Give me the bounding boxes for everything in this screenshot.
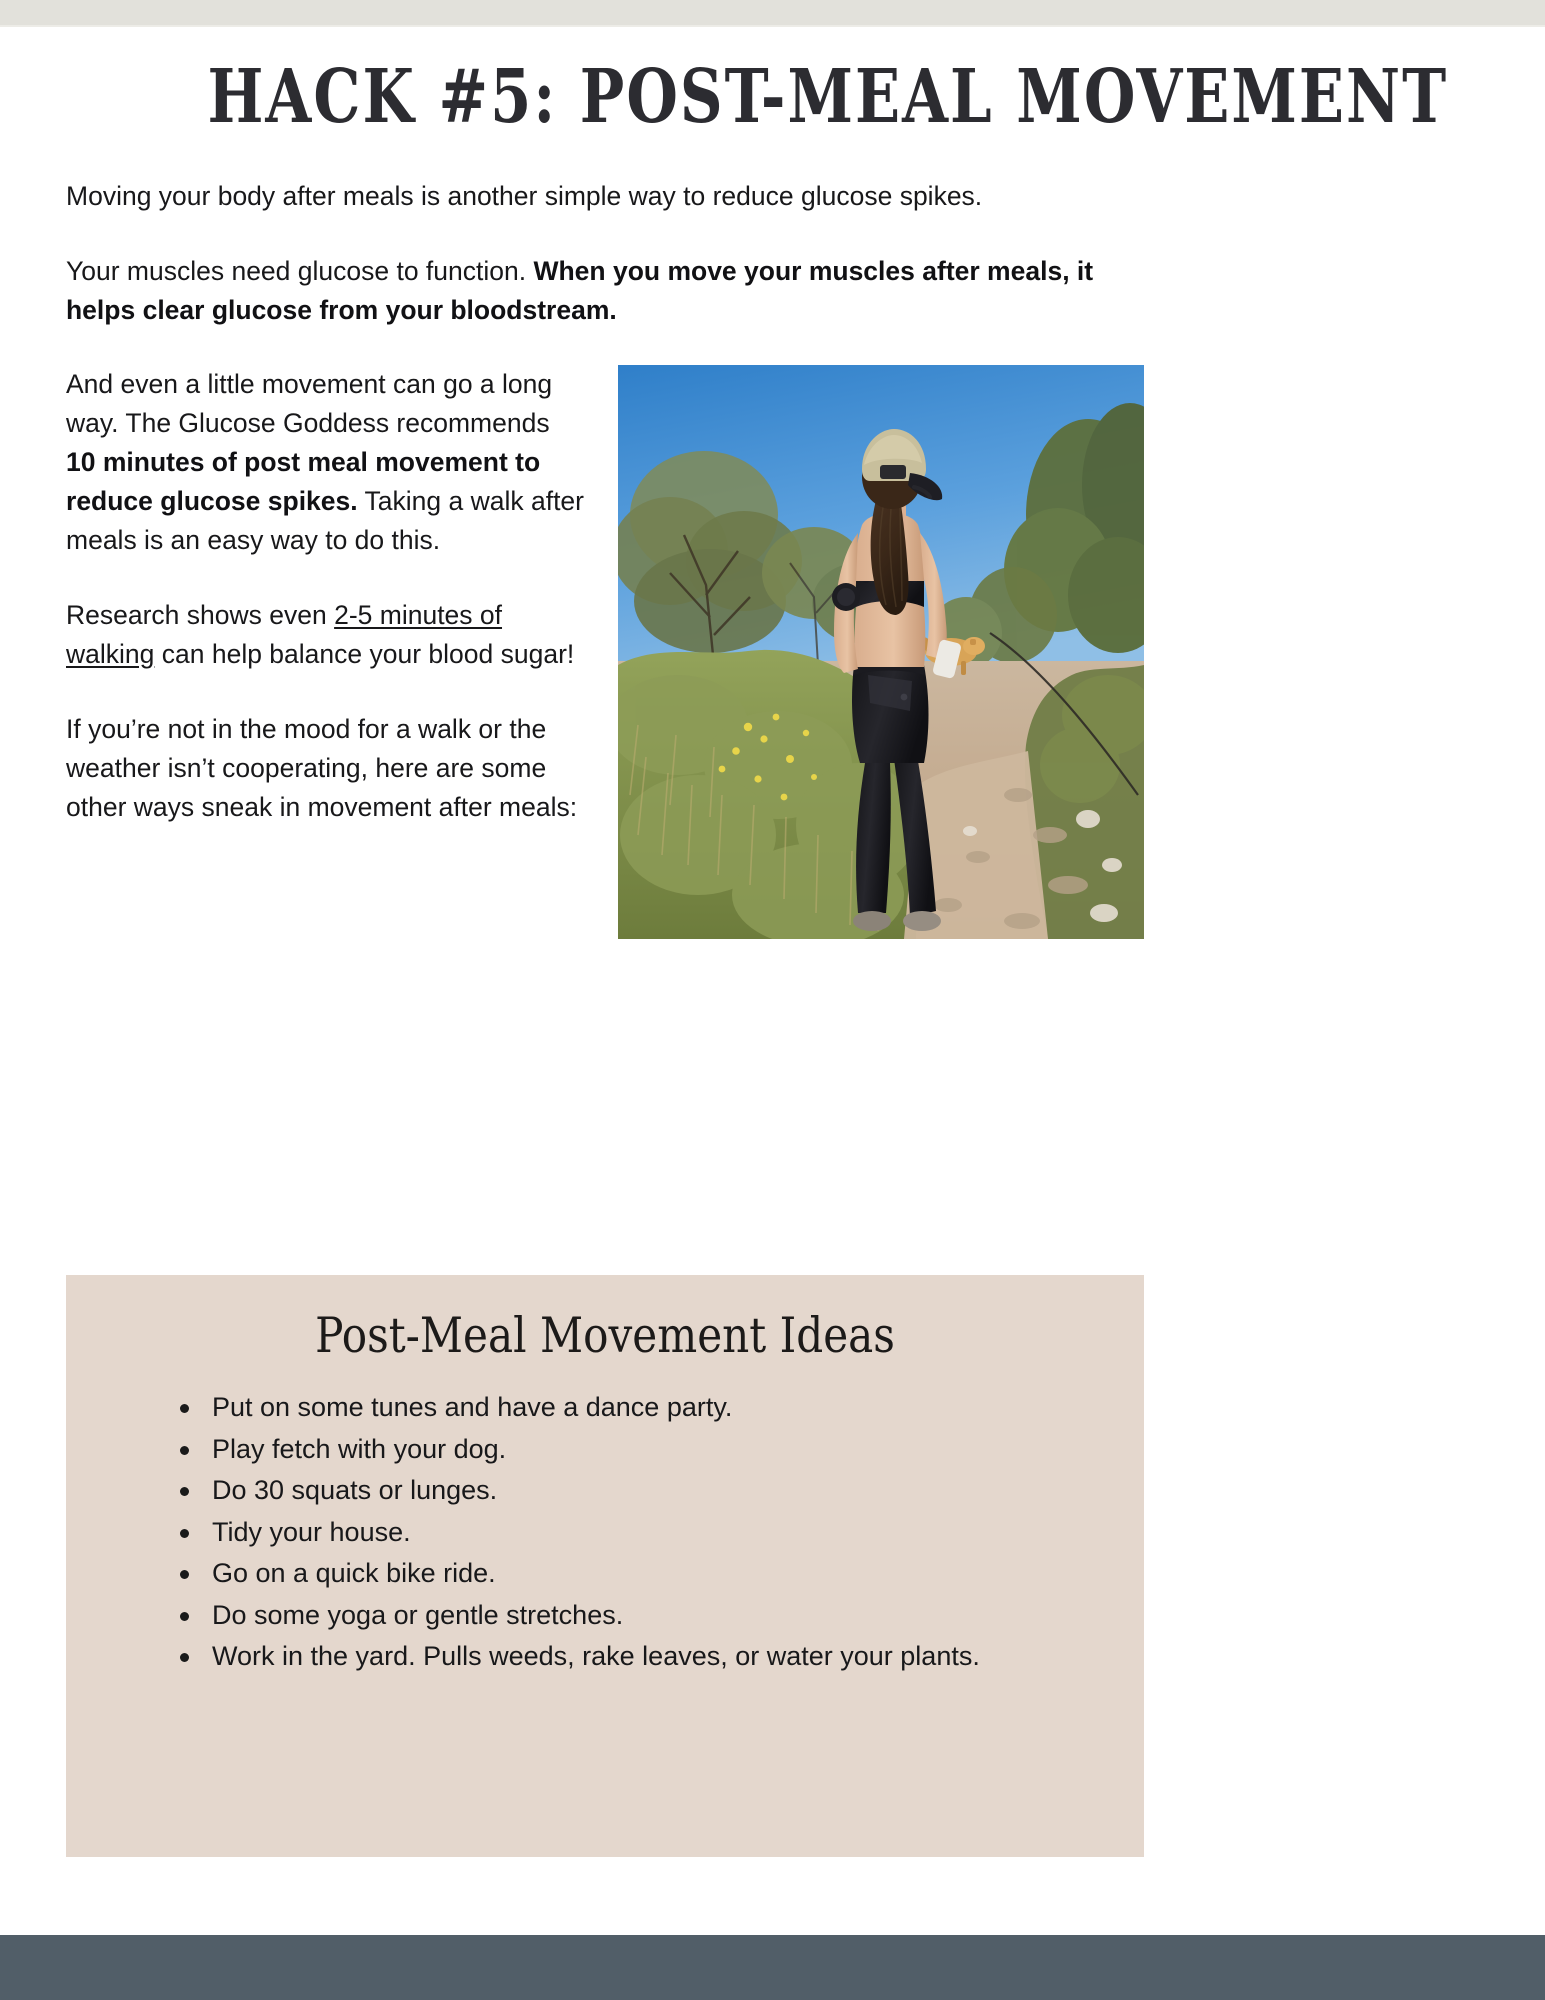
list-item-label: Go on a quick bike ride. [212, 1558, 496, 1588]
intro-text-block [66, 177, 1096, 330]
list-item [212, 1512, 1172, 1554]
list-item-label: Work in the yard. Pulls weeds, rake leaves, or water your plants. [212, 1641, 980, 1671]
list-item-label: Play fetch with your dog. [212, 1433, 507, 1464]
left-paragraph-2-part-2: can help balance your blood sugar! [154, 639, 575, 669]
bullet-icon [180, 1487, 189, 1496]
left-paragraph-1 [66, 365, 586, 560]
intro-paragraph-1-text: Moving your body after meals is another simple way to reduce glucose spikes. [66, 181, 983, 211]
bullet-icon [180, 1446, 189, 1455]
list-item-label: Put on some tunes and have a dance party. [212, 1392, 733, 1422]
intro-paragraph-1 [66, 177, 1096, 216]
bullet-icon [180, 1404, 189, 1413]
left-paragraph-1-part-1: And even a little movement can go a long way. The Glucose Goddess recommends [66, 369, 553, 438]
left-paragraph-2 [66, 596, 586, 674]
intro-paragraph-2 [66, 252, 1096, 330]
top-decorative-strip [0, 0, 1545, 25]
list-item [212, 1553, 1172, 1595]
walking-photo-image [618, 365, 1144, 939]
walking-research-link[interactable]: 2-5 minutes of walking [66, 600, 503, 669]
list-item [212, 1429, 1172, 1471]
left-paragraph-3 [66, 710, 586, 827]
page-title: HACK #5: POST-MEAL MOVEMENT [207, 54, 1449, 140]
list-item-label: Do some yoga or gentle stretches. [212, 1599, 624, 1630]
left-paragraph-1-part-2: Taking a walk after meals is an easy way to do this. [66, 486, 584, 555]
walking-photo [618, 365, 1144, 939]
list-item [212, 1595, 1172, 1637]
left-paragraph-1-bold: 10 minutes of post meal movement to reduce glucose spikes. [66, 447, 541, 516]
left-paragraph-3-text: If you’re not in the mood for a walk or the weather isn’t cooperating, here are some other ways sneak in movement after meals: [66, 714, 578, 822]
ideas-list [158, 1387, 1172, 1678]
post-meal-movement-ideas-box [66, 1275, 1144, 1857]
footer-bar [0, 1935, 1545, 2000]
bullet-icon [180, 1570, 189, 1579]
list-item-label: Do 30 squats or lunges. [212, 1475, 498, 1505]
intro-paragraph-2-normal: Your muscles need glucose to function. [66, 256, 534, 286]
left-paragraph-2-part-1: Research shows even [66, 600, 335, 630]
list-item [212, 1387, 1172, 1429]
bullet-icon [180, 1612, 189, 1621]
bullet-icon [180, 1653, 189, 1662]
intro-paragraph-2-bold: When you move your muscles after meals, it helps clear glucose from your bloodstream. [66, 256, 1094, 325]
left-text-column [66, 365, 586, 863]
bullet-icon [180, 1529, 189, 1538]
list-item [212, 1470, 1172, 1512]
list-item-label: Tidy your house. [212, 1516, 411, 1547]
page-body [0, 27, 1545, 1935]
list-item [212, 1636, 1172, 1678]
ideas-box-title: Post-Meal Movement Ideas [315, 1307, 895, 1364]
